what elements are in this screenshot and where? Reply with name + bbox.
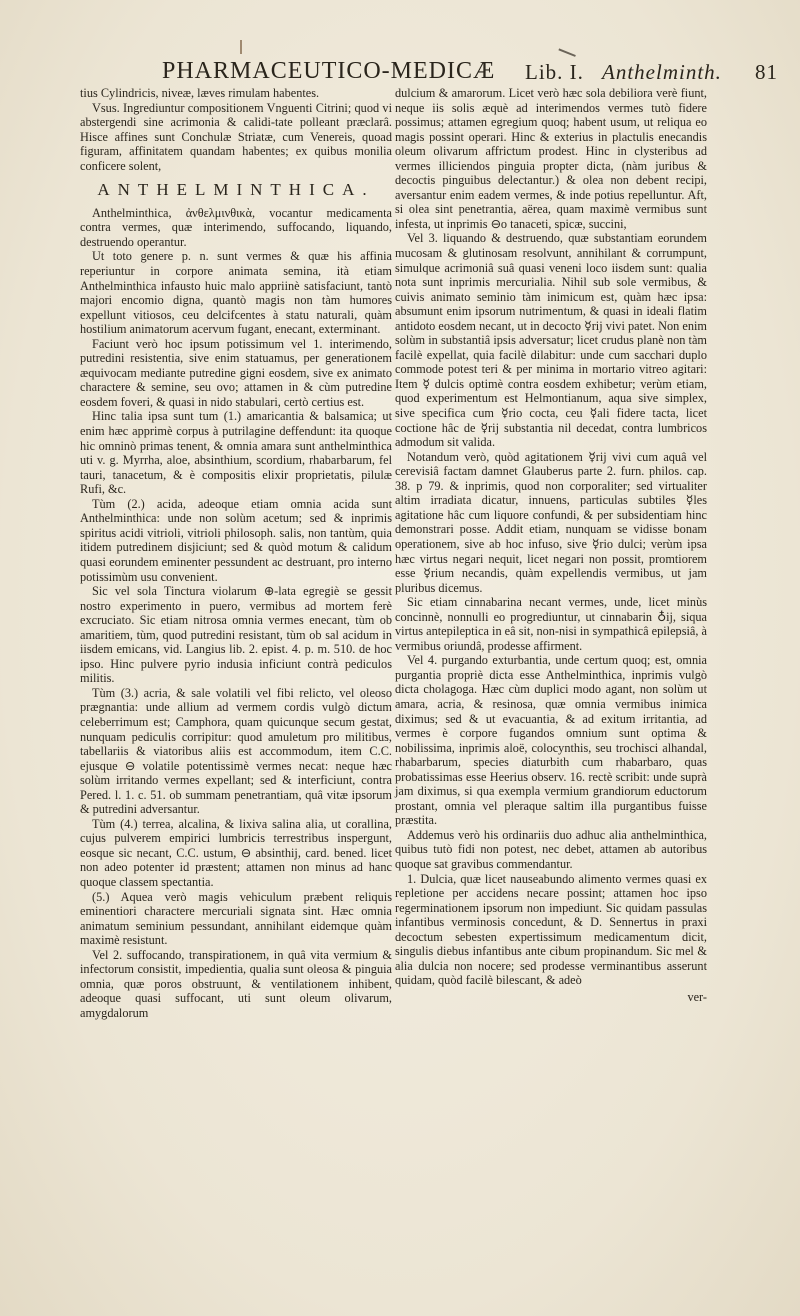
paragraph: 1. Dulcia, quæ licet nauseabundo alimento vermes quasi ex repletione per accidens necare possint; attamen hoc ipso regerminationem ipsorum non impediunt. Sic quidam passulas infantibus verminosis concedunt, & D. Sennertus in praxi decoctum sebesten expertissimum medicamentum dicit, singulis diebus infantibus ante cibum propinandum. Sic mel & alia dulcia non nocere; sed prodesse verminantibus asserunt quidam, quòd facilè bilescant, & adeò xyxy=(395,871,707,988)
margin-mark xyxy=(240,40,242,54)
paragraph: Vel 4. purgando exturbantia, unde certum quoq; est, omnia purgantia propriè dicta esse Anthelminthica, inprimis vulgò dicta cholagoga. Hæc cùm duplici modo agant, non solùm ut amara, acria, & resinosa, quæ omnia vermibus inimica diximus; sed & ut evacuantia, & ad exitum irritantia, ad vermes è corpore fugandos omnium sunt optima & nobilissima, inprimis aloë, colocynthis, seu trochisci alhandal, rhabarbarum, species diaturbith cum rhabarbaro, quas probatissimas esse Heerius observ. 16. rectè scribit: unde suprà jam diximus, si qua exempla vermium grandiorum eductorum prostant, omnia vel pleraque saltim illa purgantibus fuisse præstita. xyxy=(395,653,707,828)
paragraph: Sic etiam cinnabarina necant vermes, unde, licet minùs concinnè, nonnulli eo progrediuntur, ut cinnabarin ♁ij, siqua virtus antepileptica in eâ sit, non-nisi in sympathicâ epilepsiâ, à vermibus oriundâ, prodesse affirment. xyxy=(395,595,707,653)
ink-mark xyxy=(558,39,579,57)
right-column xyxy=(395,86,707,1004)
book-number: Lib. I. xyxy=(525,60,584,84)
catchword: ver- xyxy=(687,989,707,1004)
paragraph: Vsus. Ingrediuntur compositionem Vnguenti Citrini; quod vi abstergendi sine acrimonia & calidi-tate polleant præclarâ. Hisce affines sunt Conchulæ Striatæ, cum Venereis, quoad figuram, affinitatem quandam habentes; ex quibus monilia conficere solent, xyxy=(80,100,392,173)
running-head xyxy=(80,58,790,88)
paragraph: Hinc talia ipsa sunt tum (1.) amaricantia & balsamica; ut enim hæc apprimè corpus à putrilagine deffendunt: ita quoque hic omninò primas tenent, & omnia amara sunt anthelminthica uti v. g. Myrrha, aloe, absinthium, scordium, rhabarbarum, fel tauri, tanacetum, & è compositis elixir proprietatis, pilulæ Rufi, &c. xyxy=(80,409,392,497)
paragraph: Tùm (4.) terrea, alcalina, & lixiva salina alia, ut corallina, cujus pulverem empirici lumbricis terrestribus inspergunt, eosque sic necant, C.C. ustum, ⊖ absinthij, card. bened. licet non adeo potenter id præstent; attamen non minus ad hanc quoque classem spectantia. xyxy=(80,816,392,889)
paragraph: tius Cylindricis, niveæ, læves rimulam habentes. xyxy=(80,86,320,100)
paragraph: Anthelminthica, ἀνθελμινθικὰ, vocantur medicamenta contra vermes, quæ interimendo, suffocando, liquando, destruendo operantur. xyxy=(80,205,392,249)
paragraph: (5.) Aquea verò magis vehiculum præbent reliquis eminentiori charactere mercuriali signata sint. Hæc omnia animatum seminium pessundant, annihilant eidemque quàm maximè resistunt. xyxy=(80,889,392,948)
paragraph: Faciunt verò hoc ipsum potissimum vel 1. interimendo, putredini resistentia, sive enim statuamus, per generationem æquivocam mediante putredine gigni eosdem, sive ex animato charactere & semine, seu ovo; attamen in & cùm putredine eosdem foveri, & quasi in nido stabulari, certò certius est. xyxy=(80,336,392,409)
paragraph: Addemus verò his ordinariis duo adhuc alia anthelminthica, quibus tutò fidi non potest, nec debet, attamen ab autoribus quoque sat gravibus commendantur. xyxy=(395,827,707,871)
paragraph: Notandum verò, quòd agitationem ☿rij vivi cum aquâ vel cerevisiâ factam damnet Glauberus parte 2. furn. philos. cap. 38. p 79. & inprimis, quod non corporaliter; sed virtualiter altim irradiata dicatur, innuens, particulas subtiles ☿les agitatione hâc cum liquore confundi, & per subsidentiam hinc demonstrari posse. Addit etiam, nunquam se vidisse bonam operationem, sive ab hoc infuso, sive ☿rio dulci; verùm ipsa hæc virtus negari nequit, licet negari non possit, promtiorem esse ☿rium necandis, quàm expellendis vermibus, ut jam pluribus dicemus. xyxy=(395,449,707,595)
section-heading: ANTHELMINTHICA. xyxy=(97,180,375,200)
paragraph: Vel 2. suffocando, transpirationem, in quâ vita vermium & infectorum consistit, impedientia, qualia sunt oleosa & pinguia omnia, quæ poros obstruunt, & ventilationem inhibent, adeoque quasi suffocant, uti sunt oleum olivarum, amygdalorum xyxy=(80,947,392,1020)
paragraph: Vel 3. liquando & destruendo, quæ substantiam eorundem mucosam & glutinosam resolvunt, annihilant & corrumpunt, simulque acrimoniâ suâ quasi veneni loco iisdem sunt: qualia nota sunt inprimis mercurialia. Nihil sub sole vermibus, & cuivis animato seminio tàm inimicum est, quàm hæc ipsa: absumunt enim ipsorum nutrimentum, & quasi in ideali flatim antidoto eosdem necant, ut in decocto ☿rij vivi patet. Non enim solùm in substantiâ ipsis adversatur; licet crudus planè non tàm facilè expellat, quia facilè dilabitur: unde cum sacchari duplo commode potest teri & per minima in mortario vitreo agitari: Item ☿ dulcis optimè contra eosdem exhibetur; verùm etiam, quod experimentum est Helmontianum, aqua sive simplex, sive specifica cum ☿rio cocta, ceu ☿ali fidere tacta, licet coctione hâc de ☿rij substantia nil decedat, contra lumbricos admodum sit valida. xyxy=(395,231,707,450)
paragraph: dulcium & amarorum. Licet verò hæc sola debiliora verè fiunt, neque iis solis æquè ad interimendos vermes tutò fidere possimus; attamen egregium quoq; habent usum, ut reliqua eo magis possint operari. Hinc & exterius in plactulis enecandis oleum olivarum affrictum prodest. Hinc in clysteribus ad vermes illiciendos pinguia propter dicta, (nàm juribus & decoctis pinguibus delectantur.) & olea non debent recipi, aversantur enim eadem vermes, & inde potius repelluntur. Aft, si olea sint penetrantia, aërea, quam maximè vermibus sunt infesta, ut inprimis ⊖o tanaceti, spicæ, succini, xyxy=(395,86,707,231)
page-number: 81 xyxy=(755,60,778,84)
left-column xyxy=(80,86,392,1020)
paragraph: Sic vel sola Tinctura violarum ⊕-lata egregiè se gessit nostro experimento in puero, vermibus ad mortem ferè excruciato. Sic etiam nitrosa omnia vermes enecant, tùm ob amaritiem, tùm, quod putredini resistant, tùm ob sal acidum in iisdem emicans, vid. Langius lib. 2. epist. 4. p. m. 510. de hoc ipso. Hinc pulvere pyrio indusia inficiunt contrà pediculos militis. xyxy=(80,584,392,686)
paragraph: Ut toto genere p. n. sunt vermes & quæ his affinia reperiuntur in corpore animata semina, ità etiam Anthelminthica infausto huic malo appriinè satisfaciunt, tantò majori encomio digna, quantò magis non tàm humores expellunt vitiosos, ceu delcifcentes à statu naturali, quàm hostilium animatorum acervum fugant, enecant, exterminant. xyxy=(80,249,392,337)
paragraph: Tùm (3.) acria, & sale volatili vel fibi relicto, vel oleoso prægnantia: unde allium ad vermem cordis vulgò dictum celeberrimum est; Camphora, quam quicunque secum gestat, nunquam pediculis corripitur: quod amuletum pro militibus, tabellariis & viatoribus aliis est accommodum, item C.C. ejusque ⊖ volatile potentissimè vermes necat: neque hæc solùm irritando vermes expellant; sed & interficiunt, contra Pered. l. 1. c. 51. ob summam penetrantiam, quâ vitæ ipsorum & putredini adversantur. xyxy=(80,685,392,817)
section-title: Anthelminth. xyxy=(602,60,722,84)
running-title: PHARMACEUTICO-MEDICÆ xyxy=(162,58,496,84)
paragraph: Tùm (2.) acida, adeoque etiam omnia acida sunt Anthelminthica: unde non solùm acetum; sed & inprimis spiritus acidi vitrioli, vitrioli philosoph. salis, non tantùm, quia itidem putredinem disjiciunt; sed & quòd motum & calidum quasi eorundem eminenter pessundent ac destruant, pro interno potissimùm usu convenient. xyxy=(80,496,392,584)
